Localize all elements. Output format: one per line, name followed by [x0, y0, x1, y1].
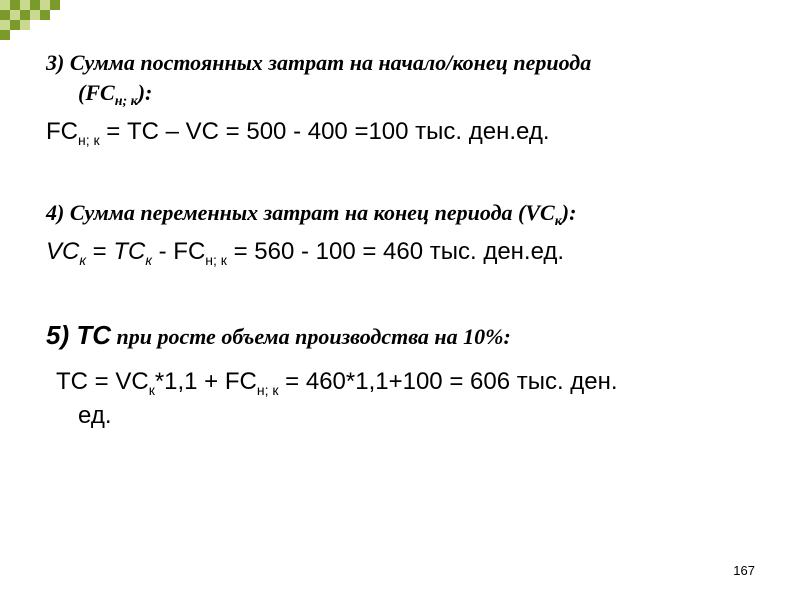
deco-square [20, 10, 30, 20]
item4-formula-fc-sub: н; к [205, 252, 227, 268]
item3-heading-text: 3) Сумма постоянных затрат на начало/конец периода [46, 50, 592, 75]
item3-heading-line2 [78, 80, 153, 109]
item3-formula-sub: н; к [78, 132, 100, 148]
item4-formula-vc-sub: к [79, 252, 86, 268]
deco-square [20, 20, 30, 30]
item5-formula-fc-sub: н; к [256, 382, 279, 398]
item3-heading-line1 [46, 50, 591, 76]
item5-formula-line2-text: ед. [78, 402, 112, 429]
page-number: 167 [733, 563, 755, 578]
item4-heading [46, 200, 577, 229]
deco-square [0, 0, 10, 10]
item5-formula-mid: *1,1 + FC [154, 368, 257, 395]
item4-formula-minus-fc: - FC [151, 238, 206, 265]
item4-formula-tc-sub: к [145, 252, 152, 268]
item5-formula-line2 [78, 402, 112, 430]
item4-formula-tc: TC [113, 238, 146, 265]
deco-square [50, 0, 60, 10]
item5-formula-vc-sub: к [148, 382, 155, 398]
deco-square [10, 20, 20, 30]
item5-heading-rest: при росте объема производства на 10%: [111, 324, 511, 349]
item4-heading-close: ): [561, 200, 577, 225]
deco-square [40, 0, 50, 10]
item4-formula-eq: = [85, 238, 114, 265]
deco-square [10, 10, 20, 20]
item5-formula-rest: = 460*1,1+100 = 606 тыс. ден. [278, 368, 618, 395]
deco-square [10, 0, 20, 10]
item5-formula [56, 368, 618, 396]
item5-formula-start: TC = VC [56, 368, 149, 395]
item4-formula [46, 238, 564, 266]
item3-formula-rest: = TC – VC = 500 - 400 =100 тыс. ден.ед. [99, 118, 550, 145]
item5-heading-big: 5) TC [46, 320, 111, 350]
item3-heading-close: ): [137, 80, 153, 105]
decorative-squares [0, 0, 70, 40]
item3-formula [46, 118, 550, 146]
deco-square [40, 10, 50, 20]
item4-heading-text: 4) Сумма переменных затрат на конец периода (VC [46, 200, 555, 225]
item3-formula-fc: FC [46, 118, 78, 145]
item5-heading [46, 320, 511, 351]
item3-heading-open: (FC [78, 80, 115, 105]
deco-square [30, 10, 40, 20]
deco-square [20, 0, 30, 10]
item4-formula-vc: VC [46, 238, 80, 265]
item4-heading-sub: к [554, 214, 562, 229]
deco-square [0, 10, 10, 20]
item4-formula-rest: = 560 - 100 = 460 тыс. ден.ед. [226, 238, 565, 265]
item3-heading-sub: н; к [114, 94, 138, 109]
deco-square [0, 20, 10, 30]
deco-square [30, 0, 40, 10]
deco-square [0, 30, 10, 40]
